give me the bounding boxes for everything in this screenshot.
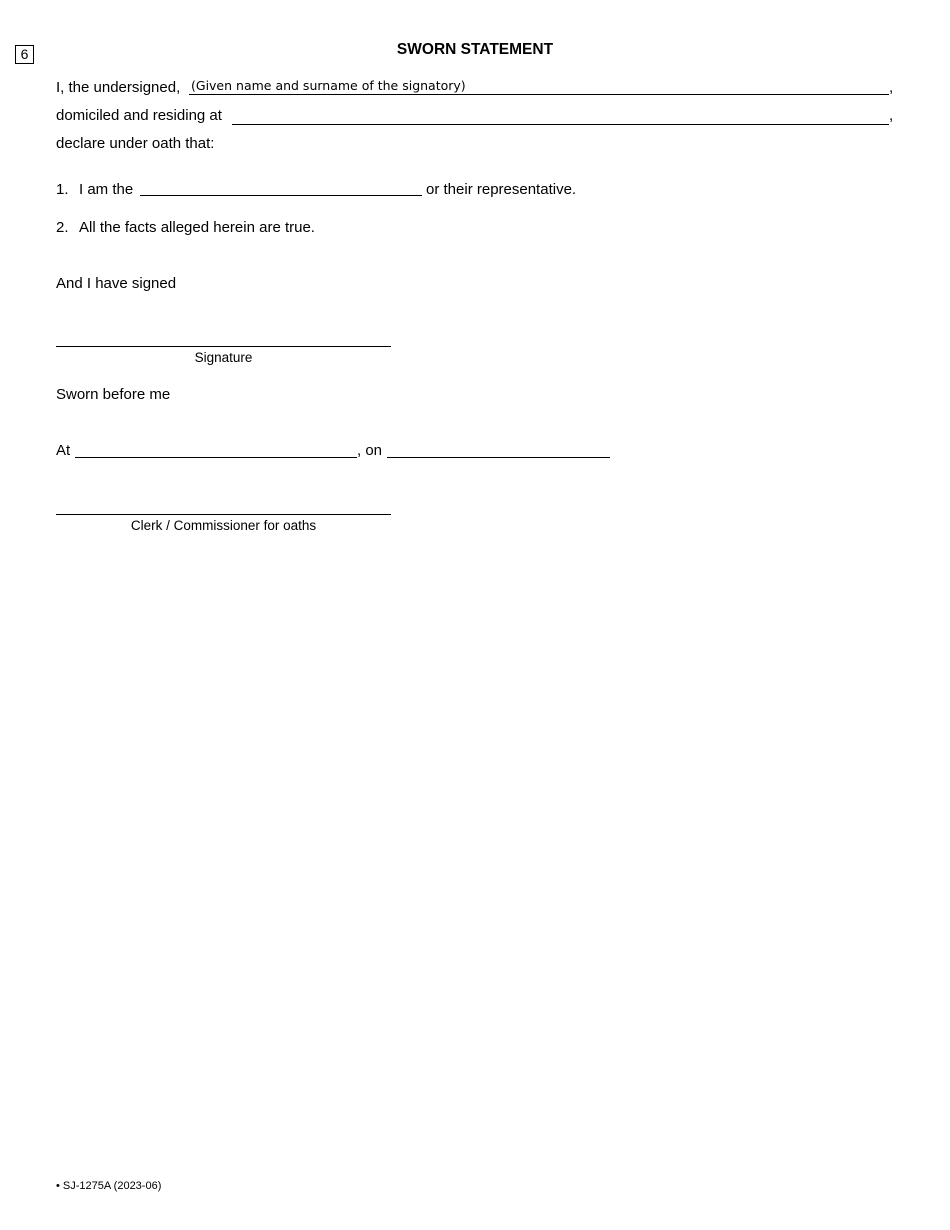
signature-caption: Signature xyxy=(194,350,253,365)
domicile-address-field[interactable] xyxy=(232,107,889,125)
page-title: SWORN STATEMENT xyxy=(396,41,554,58)
clerk-signature-line[interactable] xyxy=(56,514,391,515)
domicile-comma: , xyxy=(889,107,894,124)
item2-text: All the facts alleged herein are true. xyxy=(79,219,315,236)
item2-number: 2. xyxy=(56,219,69,236)
clerk-caption: Clerk / Commissioner for oaths xyxy=(130,518,317,533)
form-code-footer: • SJ-1275A (2023-06) xyxy=(56,1180,162,1192)
place-field[interactable] xyxy=(75,440,357,458)
signature-line[interactable] xyxy=(56,346,391,347)
signatory-name-field[interactable] xyxy=(189,77,889,95)
sworn-text: Sworn before me xyxy=(56,386,171,403)
declare-text: declare under oath that: xyxy=(56,135,215,152)
capacity-field[interactable] xyxy=(140,178,422,196)
undersigned-label: I, the undersigned, xyxy=(56,79,181,96)
domicile-label: domiciled and residing at xyxy=(56,107,222,124)
at-label: At xyxy=(56,442,71,459)
item1-number: 1. xyxy=(56,181,69,198)
item1-prefix: I am the xyxy=(79,181,134,198)
undersigned-comma: , xyxy=(889,79,894,96)
date-field[interactable] xyxy=(387,440,610,458)
section-number-box: 6 xyxy=(15,45,34,64)
item1-suffix: or their representative. xyxy=(426,181,577,198)
on-label: , on xyxy=(357,442,383,459)
signed-text: And I have signed xyxy=(56,275,177,292)
